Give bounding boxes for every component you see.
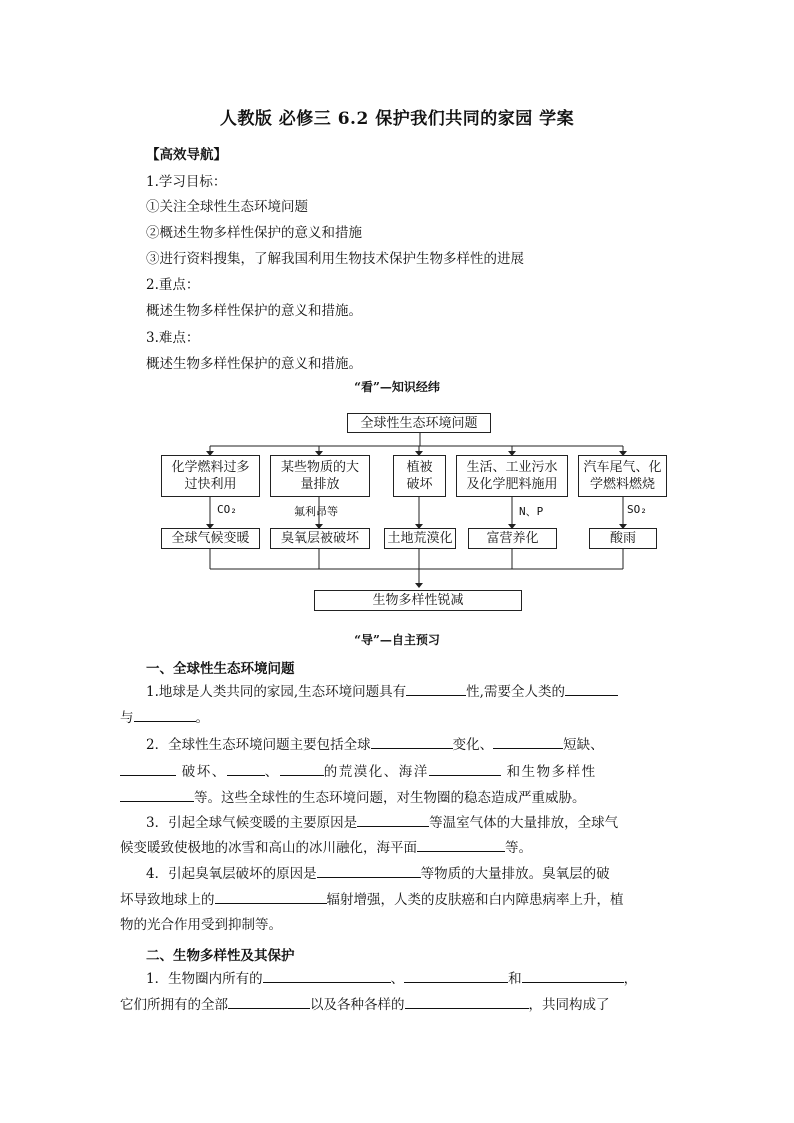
key-point-text: 概述生物多样性保护的意义和措施。	[146, 303, 362, 319]
blank[interactable]	[371, 734, 453, 749]
page-title: 人教版 必修三 6.2 保护我们共同的家园 学案	[219, 109, 575, 129]
question-2-1-cont: 它们所拥有的全部 以及各种各样的 ，共同构成了	[120, 992, 610, 1019]
blank[interactable]	[522, 968, 624, 983]
effect-node: 富营养化	[468, 528, 557, 549]
blank[interactable]	[120, 761, 176, 776]
effect-node: 土地荒漠化	[384, 528, 456, 549]
effect-node: 酸雨	[589, 528, 657, 549]
cause-node: 汽车尾气、化学燃料燃烧	[578, 455, 667, 497]
question-1-1-cont: 与 。	[120, 705, 209, 732]
section2-heading: 二、生物多样性及其保护	[146, 948, 295, 964]
blank[interactable]	[120, 787, 194, 802]
goal-item: ②概述生物多样性保护的意义和措施	[146, 225, 362, 241]
blank[interactable]	[227, 761, 265, 776]
blank[interactable]	[429, 761, 501, 776]
blank[interactable]	[228, 994, 310, 1009]
question-2-1: 1．生物圈内所有的 、 和 ，	[146, 966, 637, 993]
cause-node: 某些物质的大量排放	[270, 455, 370, 497]
goal-item: ①关注全球性生态环境问题	[146, 199, 308, 215]
substance-label: CO₂	[217, 503, 237, 516]
blank[interactable]	[405, 994, 529, 1009]
goal-item: ③进行资料搜集，了解我国利用生物技术保护生物多样性的进展	[146, 251, 524, 267]
result-node: 生物多样性锐减	[314, 590, 522, 611]
key-point-label: 2.重点：	[146, 277, 200, 293]
cause-node: 生活、工业污水及化学肥料施用	[456, 455, 568, 497]
question-1-1: 1.地球是人类共同的家园,生态环境问题具有 性,需要全人类的	[146, 679, 618, 706]
question-1-4: 4．引起臭氧层破坏的原因是 等物质的大量排放。臭氧层的破	[146, 861, 610, 888]
goals-label: 1.学习目标：	[146, 174, 227, 190]
blank[interactable]	[493, 734, 563, 749]
substance-label: 氟利昂等	[294, 505, 338, 518]
question-1-3: 3．引起全球气候变暖的主要原因是 等温室气体的大量排放，全球气	[146, 810, 618, 837]
diagram-heading: “看”—知识经纬	[354, 380, 440, 394]
blank[interactable]	[357, 812, 429, 827]
blank[interactable]	[406, 681, 466, 696]
question-1-4-cont2: 物的光合作用受到抑制等。	[120, 917, 282, 933]
blank[interactable]	[417, 837, 505, 852]
diagram-root-node: 全球性生态环境问题	[347, 413, 491, 433]
question-1-4-cont: 坏导致地球上的 辐射增强，人类的皮肤癌和白内障患病率上升，植	[120, 887, 624, 914]
blank[interactable]	[317, 863, 421, 878]
preview-heading: “导”—自主预习	[354, 633, 440, 647]
question-1-2-cont: 破坏、 、 的荒漠化、海洋 和生物多样性	[120, 759, 597, 786]
cause-node: 化学燃料过多过快利用	[161, 455, 260, 497]
blank[interactable]	[280, 761, 324, 776]
blank[interactable]	[263, 968, 391, 983]
blank[interactable]	[404, 968, 508, 983]
blank[interactable]	[565, 681, 618, 696]
difficulty-label: 3.难点：	[146, 330, 200, 346]
question-1-2: 2．全球性生态环境问题主要包括全球 变化、 短缺、	[146, 732, 604, 759]
question-1-2-cont2: 等。这些全球性的生态环境问题，对生物圈的稳态造成严重威胁。	[120, 785, 586, 812]
section1-heading: 一、全球性生态环境问题	[146, 661, 295, 677]
blank[interactable]	[215, 889, 327, 904]
effect-node: 臭氧层被破坏	[270, 528, 370, 549]
question-1-3-cont: 候变暖致使极地的冰雪和高山的冰川融化，海平面 等。	[120, 835, 532, 862]
effect-node: 全球气候变暖	[161, 528, 260, 549]
substance-label: N、P	[519, 505, 544, 518]
substance-label: SO₂	[627, 503, 647, 516]
difficulty-text: 概述生物多样性保护的意义和措施。	[146, 356, 362, 372]
blank[interactable]	[134, 707, 196, 722]
cause-node: 植被破坏	[393, 455, 446, 497]
nav-heading: 【高效导航】	[146, 147, 227, 163]
